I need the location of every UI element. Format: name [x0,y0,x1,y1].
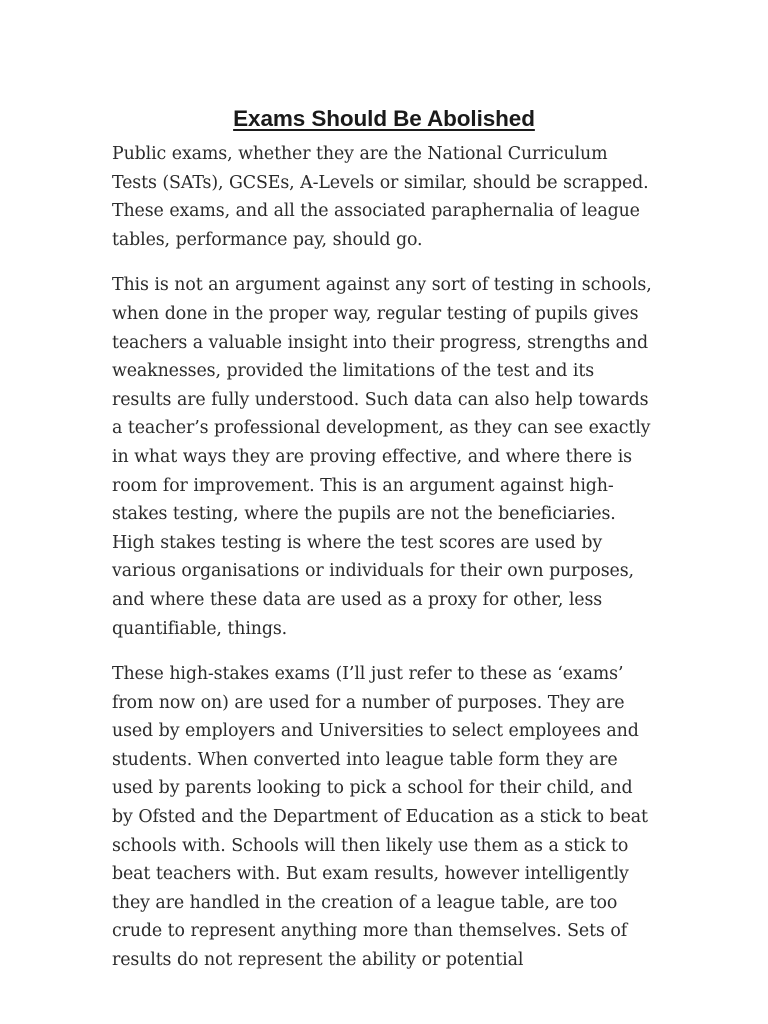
document-body [112,140,654,975]
paragraph: These high-stakes exams (I’ll just refer to these as ‘exams’ from now on) are used for a number of purposes. They are used by employers and Universities to select employees and students. When converted into league table form they are used by parents looking to pick a school for their child, and by Ofsted and the Department of Education as a stick to beat schools with. Schools will then likely use them as a stick to beat teachers with. But exam results, however intelligently they are handled in the creation of a league table, are too crude to represent anything more than themselves. Sets of results do not represent the ability or potential [112,664,648,971]
paragraph: This is not an argument against any sort of testing in schools, when done in the proper way, regular testing of pupils gives teachers a valuable insight into their progress, strengths and weaknesses, provided the limitations of the test and its results are fully understood. Such data can also help towards a teacher’s professional development, as they can see exactly in what ways they are proving effective, and where there is room for improvement. This is an argument against high-stakes testing, where the pupils are not the beneficiaries. High stakes testing is where the test scores are used by various organisations or individuals for their own purposes, and where these data are used as a proxy for other, less quantifiable, things. [112,275,652,639]
paragraph: Public exams, whether they are the National Curriculum Tests (SATs), GCSEs, A-Levels or similar, should be scrapped. These exams, and all the associated paraphernalia of league tables, performance pay, should go. [112,144,649,250]
page-title: Exams Should Be Abolished [233,106,535,132]
